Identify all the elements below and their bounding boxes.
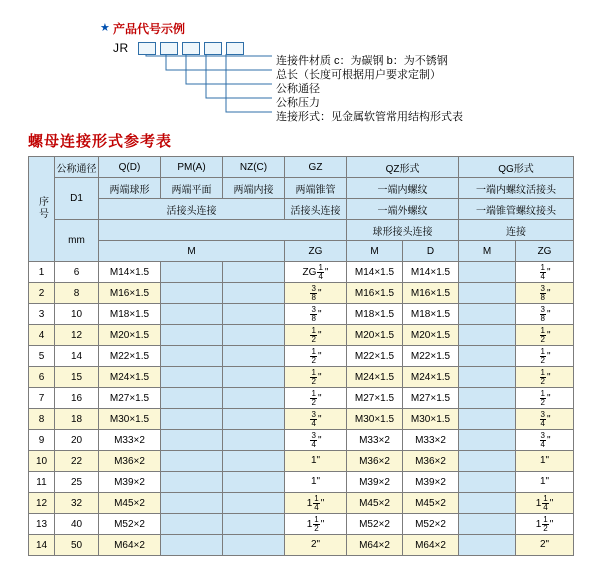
header-thread-qz-m: M [347,241,403,262]
cell-qz-d: M33×2 [403,430,459,451]
cell-seq: 12 [29,493,55,514]
cell-gz: 1 $\frac{1}{4}$ " [285,493,347,514]
cell-q: M52×2 [99,514,161,535]
cell-pm [161,262,223,283]
cell-gz: $\frac{3}{8}$ " [285,304,347,325]
cell-qg-zg: $\frac{3}{8}$ " [516,304,574,325]
cell-qg-zg: 1" [516,451,574,472]
cell-qz-m: M52×2 [347,514,403,535]
cell-qz-d: M36×2 [403,451,459,472]
cell-dn: 22 [55,451,99,472]
header-shape-qg-1: 一端内螺纹活接头 [459,178,574,199]
table-row [29,367,574,388]
table-row [29,409,574,430]
header-seq: 序号 [29,157,55,262]
cell-pm [161,493,223,514]
nut-connection-table [28,156,574,556]
cell-qz-m: M16×1.5 [347,283,403,304]
header-code-qg: QG形式 [459,157,574,178]
cell-q: M45×2 [99,493,161,514]
cell-seq: 9 [29,430,55,451]
table-row [29,283,574,304]
header-shape-nz: 两端内接 [223,178,285,199]
cell-qz-d: M24×1.5 [403,367,459,388]
header-shape-qg-2: 一端锥管螺纹接头 [459,199,574,220]
cell-qz-d: M22×1.5 [403,346,459,367]
legend-item-nominal-diameter: 公称通径 [276,83,320,95]
cell-q: M18×1.5 [99,304,161,325]
cell-qz-d: M64×2 [403,535,459,556]
legend-item-connection-type: 连接形式：见金属软管常用结构形式表 [276,111,463,123]
nut-connection-table-wrap [28,156,573,556]
cell-qg-zg: $\frac{3}{4}$ " [516,409,574,430]
cell-dn: 16 [55,388,99,409]
table-body [29,262,574,556]
cell-qz-m: M20×1.5 [347,325,403,346]
cell-qz-d: M18×1.5 [403,304,459,325]
cell-nz [223,262,285,283]
cell-qz-m: M36×2 [347,451,403,472]
cell-pm [161,409,223,430]
table-row [29,514,574,535]
cell-qg-zg: 2" [516,535,574,556]
header-thread-qz-d: D [403,241,459,262]
cell-qg-zg: $\frac{1}{2}$ " [516,346,574,367]
cell-nz [223,472,285,493]
cell-pm [161,535,223,556]
table-row [29,451,574,472]
cell-seq: 8 [29,409,55,430]
cell-q: M22×1.5 [99,346,161,367]
cell-qz-m: M14×1.5 [347,262,403,283]
cell-qg-m [459,346,516,367]
cell-q: M64×2 [99,535,161,556]
cell-q: M16×1.5 [99,283,161,304]
table-row [29,304,574,325]
table-row [29,430,574,451]
cell-seq: 3 [29,304,55,325]
cell-qg-zg: $\frac{1}{2}$ " [516,367,574,388]
cell-qz-m: M45×2 [347,493,403,514]
header-dn-title: 公称通径 [55,157,99,178]
cell-pm [161,514,223,535]
table-header-row-4 [29,220,574,241]
cell-nz [223,388,285,409]
cell-gz: $\frac{3}{8}$ " [285,283,347,304]
cell-qg-m [459,535,516,556]
table-row [29,346,574,367]
cell-qz-d: M45×2 [403,493,459,514]
cell-pm [161,472,223,493]
product-code-diagram [0,0,600,128]
cell-pm [161,304,223,325]
header-dn-unit: mm [55,220,99,262]
cell-qg-zg: $\frac{3}{8}$ " [516,283,574,304]
cell-qg-m [459,493,516,514]
cell-qg-m [459,472,516,493]
legend-item-material: 连接件材质 c：为碳钢 b：为不锈钢 [276,55,448,67]
cell-qz-d: M52×2 [403,514,459,535]
header-code-gz: GZ [285,157,347,178]
cell-nz [223,283,285,304]
cell-qz-m: M33×2 [347,430,403,451]
table-row [29,325,574,346]
cell-dn: 14 [55,346,99,367]
header-dn-sub: D1 [55,178,99,220]
cell-qz-m: M24×1.5 [347,367,403,388]
header-code-pm: PM(A) [161,157,223,178]
header-shape-gz: 两端锥管 [285,178,347,199]
cell-qg-m [459,451,516,472]
cell-seq: 2 [29,283,55,304]
header-shape-qz-1: 一端内螺纹 [347,178,459,199]
cell-qg-zg: 1" [516,472,574,493]
cell-seq: 5 [29,346,55,367]
legend-item-nominal-pressure: 公称压力 [276,97,320,109]
cell-pm [161,388,223,409]
cell-qg-zg: $\frac{1}{2}$ " [516,388,574,409]
cell-nz [223,493,285,514]
cell-nz [223,514,285,535]
cell-q: M24×1.5 [99,367,161,388]
cell-gz: ZG $\frac{1}{4}$ " [285,262,347,283]
table-row [29,472,574,493]
header-code-q: Q(D) [99,157,161,178]
cell-gz: $\frac{1}{2}$ " [285,388,347,409]
header-group-gz: 活接头连接 [285,199,347,220]
cell-nz [223,304,285,325]
cell-q: M36×2 [99,451,161,472]
cell-qz-m: M39×2 [347,472,403,493]
cell-qz-d: M14×1.5 [403,262,459,283]
cell-qz-m: M64×2 [347,535,403,556]
cell-qg-m [459,304,516,325]
cell-qz-d: M16×1.5 [403,283,459,304]
cell-q: M20×1.5 [99,325,161,346]
cell-gz: $\frac{1}{2}$ " [285,346,347,367]
header-group-union: 活接头连接 [99,199,285,220]
cell-qg-zg: 1 $\frac{1}{2}$ " [516,514,574,535]
cell-q: M30×1.5 [99,409,161,430]
cell-gz: $\frac{1}{2}$ " [285,325,347,346]
cell-dn: 6 [55,262,99,283]
header-thread-m: M [99,241,285,262]
cell-qz-m: M27×1.5 [347,388,403,409]
cell-seq: 13 [29,514,55,535]
cell-dn: 8 [55,283,99,304]
cell-seq: 11 [29,472,55,493]
table-header-row-5 [29,241,574,262]
cell-nz [223,325,285,346]
cell-nz [223,409,285,430]
cell-gz: $\frac{1}{2}$ " [285,367,347,388]
header-shape-q: 两端球形 [99,178,161,199]
header-group-qg: 连接 [459,220,574,241]
header-thread-zg: ZG [285,241,347,262]
cell-q: M14×1.5 [99,262,161,283]
table-header-row-1 [29,157,574,178]
cell-seq: 1 [29,262,55,283]
page-title: 螺母连接形式参考表 [28,133,173,150]
cell-nz [223,535,285,556]
cell-dn: 20 [55,430,99,451]
cell-dn: 12 [55,325,99,346]
cell-pm [161,451,223,472]
cell-gz: 1" [285,472,347,493]
header-spacer [99,220,347,241]
header-group-qz: 球形接头连接 [347,220,459,241]
cell-qg-zg: $\frac{1}{2}$ " [516,325,574,346]
table-header-row-3 [29,199,574,220]
cell-qg-m [459,367,516,388]
cell-qg-m [459,388,516,409]
cell-gz: 2" [285,535,347,556]
cell-qg-m [459,283,516,304]
code-prefix: JR [113,41,129,55]
cell-qg-m [459,409,516,430]
cell-q: M27×1.5 [99,388,161,409]
cell-pm [161,430,223,451]
table-row [29,535,574,556]
cell-qg-m [459,325,516,346]
cell-qz-m: M30×1.5 [347,409,403,430]
table-header-row-2 [29,178,574,199]
cell-dn: 50 [55,535,99,556]
cell-seq: 10 [29,451,55,472]
cell-seq: 6 [29,367,55,388]
header-thread-qg-m: M [459,241,516,262]
legend-item-length: 总长（长度可根据用户要求定制） [276,69,441,81]
header-shape-qz-2: 一端外螺纹 [347,199,459,220]
table-row [29,388,574,409]
cell-qz-m: M18×1.5 [347,304,403,325]
cell-dn: 10 [55,304,99,325]
cell-nz [223,451,285,472]
header-code-nz: NZ(C) [223,157,285,178]
cell-qz-m: M22×1.5 [347,346,403,367]
cell-gz: 1" [285,451,347,472]
star-icon: ★ [100,22,110,34]
cell-qg-zg: $\frac{3}{4}$ " [516,430,574,451]
cell-q: M33×2 [99,430,161,451]
cell-qg-zg: 1 $\frac{1}{4}$ " [516,493,574,514]
header-code-qz: QZ形式 [347,157,459,178]
cell-gz: $\frac{3}{4}$ " [285,430,347,451]
cell-pm [161,283,223,304]
cell-gz: $\frac{3}{4}$ " [285,409,347,430]
cell-dn: 40 [55,514,99,535]
cell-pm [161,367,223,388]
header-thread-qg-zg: ZG [516,241,574,262]
cell-qz-d: M39×2 [403,472,459,493]
cell-seq: 7 [29,388,55,409]
cell-dn: 25 [55,472,99,493]
table-row [29,493,574,514]
cell-dn: 18 [55,409,99,430]
cell-nz [223,367,285,388]
cell-qg-zg: $\frac{1}{4}$ " [516,262,574,283]
cell-gz: 1 $\frac{1}{2}$ " [285,514,347,535]
cell-dn: 32 [55,493,99,514]
cell-dn: 15 [55,367,99,388]
cell-q: M39×2 [99,472,161,493]
cell-qg-m [459,514,516,535]
cell-qz-d: M20×1.5 [403,325,459,346]
cell-pm [161,325,223,346]
header-shape-pm: 两端平面 [161,178,223,199]
cell-qz-d: M27×1.5 [403,388,459,409]
cell-seq: 14 [29,535,55,556]
cell-qg-m [459,430,516,451]
cell-nz [223,346,285,367]
table-row [29,262,574,283]
cell-seq: 4 [29,325,55,346]
cell-pm [161,346,223,367]
diagram-title: 产品代号示例 [113,22,186,36]
cell-qg-m [459,262,516,283]
cell-qz-d: M30×1.5 [403,409,459,430]
cell-nz [223,430,285,451]
